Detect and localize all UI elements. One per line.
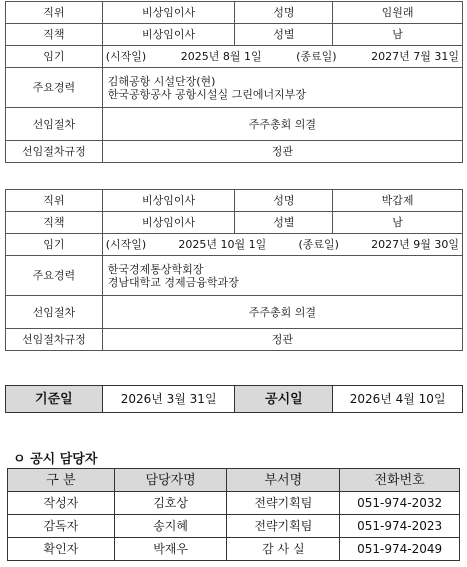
department-cell: 감 사 실	[227, 538, 340, 561]
label-career: 주요경력	[6, 68, 103, 108]
procedure-rule-value: 정관	[102, 141, 462, 163]
table-row	[8, 538, 460, 561]
table-row	[8, 515, 460, 538]
executive-table-1	[5, 1, 463, 163]
term-cell	[102, 46, 462, 68]
header-department: 부서명	[227, 469, 340, 492]
person-cell: 김호상	[114, 492, 227, 515]
career-line: 경남대학교 경제금융학과장	[107, 275, 239, 289]
label-position: 직위	[6, 190, 103, 212]
end-label: (종료일)	[298, 238, 339, 251]
name-value: 임원래	[333, 2, 463, 24]
end-date: 2027년 9월 30일	[371, 238, 459, 251]
end-label: (종료일)	[296, 50, 337, 63]
duty-value: 비상임이사	[102, 24, 235, 46]
label-name: 성명	[235, 190, 333, 212]
career-line: 한국경제통상학회장	[107, 262, 204, 276]
phone-cell: 051-974-2023	[340, 515, 460, 538]
term-cell	[102, 234, 462, 256]
label-term: 임기	[6, 234, 103, 256]
base-date-value: 2026년 3월 31일	[102, 386, 235, 413]
procedure-value: 주주총회 의결	[102, 296, 462, 329]
end-date: 2027년 7월 31일	[371, 50, 459, 63]
label-procedure-rule: 선임절차규정	[6, 329, 103, 351]
department-cell: 전략기획팀	[227, 515, 340, 538]
label-duty: 직책	[6, 212, 103, 234]
start-label: (시작일)	[105, 238, 147, 251]
duty-value: 비상임이사	[102, 212, 235, 234]
position-value: 비상임이사	[102, 2, 235, 24]
label-name: 성명	[235, 2, 333, 24]
label-procedure: 선임절차	[6, 108, 103, 141]
base-date-label: 기준일	[6, 386, 103, 413]
start-date: 2025년 8월 1일	[180, 50, 262, 63]
person-cell: 박재우	[114, 538, 227, 561]
role-cell: 감독자	[8, 515, 115, 538]
notice-date-value: 2026년 4월 10일	[333, 386, 463, 413]
label-procedure-rule: 선임절차규정	[6, 141, 103, 163]
position-value: 비상임이사	[102, 190, 235, 212]
procedure-value: 주주총회 의결	[102, 108, 462, 141]
disclosure-date-table	[5, 385, 463, 413]
label-gender: 성별	[235, 24, 333, 46]
label-position: 직위	[6, 2, 103, 24]
contact-table	[7, 468, 460, 561]
label-gender: 성별	[235, 212, 333, 234]
label-procedure: 선임절차	[6, 296, 103, 329]
career-line: 한국공항공사 공항시설실 그린에너지부장	[107, 87, 307, 101]
contact-header-row	[8, 469, 460, 492]
person-cell: 송지혜	[114, 515, 227, 538]
header-category: 구 분	[8, 469, 115, 492]
header-person: 담당자명	[114, 469, 227, 492]
table-row	[8, 492, 460, 515]
contact-section-title: ㅇ 공시 담당자	[13, 452, 98, 467]
header-phone: 전화번호	[340, 469, 460, 492]
procedure-rule-value: 정관	[102, 329, 462, 351]
career-value	[102, 68, 462, 108]
start-label: (시작일)	[105, 50, 147, 63]
executive-table-2	[5, 189, 463, 351]
phone-cell: 051-974-2032	[340, 492, 460, 515]
start-date: 2025년 10월 1일	[178, 238, 267, 251]
name-value: 박갑제	[333, 190, 463, 212]
role-cell: 작성자	[8, 492, 115, 515]
phone-cell: 051-974-2049	[340, 538, 460, 561]
gender-value: 남	[333, 24, 463, 46]
notice-date-label: 공시일	[235, 386, 333, 413]
role-cell: 확인자	[8, 538, 115, 561]
label-term: 임기	[6, 46, 103, 68]
career-line: 김해공항 시설단장(현)	[107, 74, 216, 88]
gender-value: 남	[333, 212, 463, 234]
department-cell: 전략기획팀	[227, 492, 340, 515]
label-career: 주요경력	[6, 256, 103, 296]
label-duty: 직책	[6, 24, 103, 46]
career-value	[102, 256, 462, 296]
